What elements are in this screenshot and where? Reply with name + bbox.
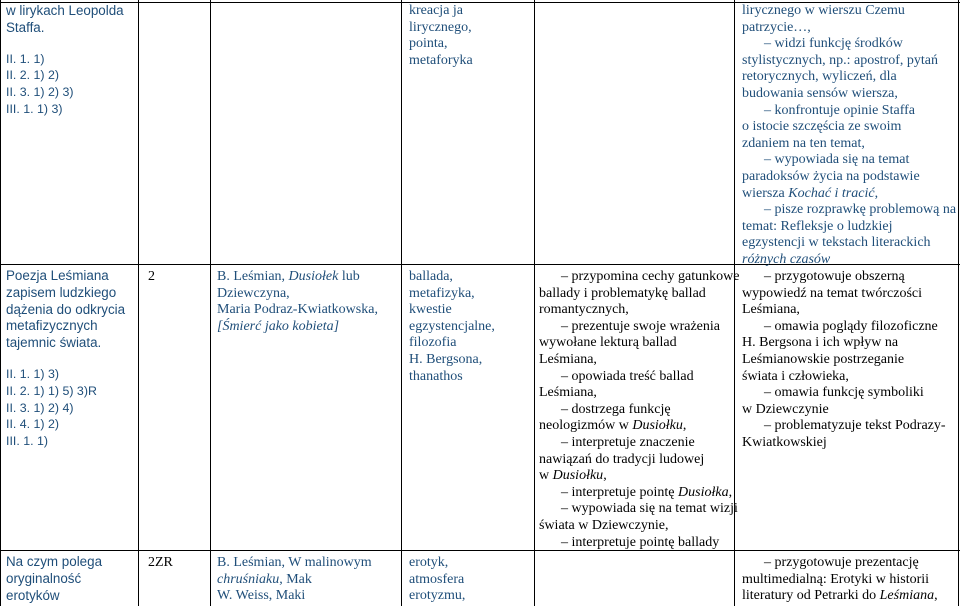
requirement-line: Kwiatkowskiej: [742, 434, 827, 450]
requirement-line: wywołane lekturą ballad: [539, 335, 677, 351]
topic-line: tajemnic świata.: [6, 335, 102, 351]
term-line: atmosfera: [409, 571, 465, 587]
requirement-line: Leśmiana,: [539, 385, 597, 401]
topic-cell-top: [6, 3, 124, 118]
requirement-line: zdaniem na ten temat,: [742, 135, 865, 151]
reading-cell: [217, 555, 372, 605]
reading-line: Maria Podraz-Kwiatkowska,: [217, 302, 378, 318]
requirement-item: – dostrzega funkcję: [539, 402, 739, 419]
requirement-item: – prezentuje swoje wrażenia: [539, 319, 739, 336]
topic-line: erotyków: [6, 587, 60, 603]
requirement-line: świata i człowieka,: [742, 368, 849, 384]
term-line: pointa,: [409, 36, 448, 52]
requirement-item: – problematyzuje tekst Podrazy-: [742, 418, 946, 435]
requirement-line: H. Bergsona i ich wpływ na: [742, 335, 899, 351]
term-line: thanathos: [409, 368, 463, 384]
curriculum-code: II. 2. 1) 2): [6, 68, 60, 83]
term-line: metafizyka,: [409, 285, 475, 301]
curriculum-code: II. 3. 1) 2) 3): [6, 85, 74, 100]
requirement-line: neologizmów w Dusiołku,: [539, 418, 687, 434]
requirement-line: o istocie szczęścia ze swoim: [742, 119, 902, 135]
topic-line: w lirykach Leopolda: [6, 3, 124, 18]
requirements-extended-cell: [742, 555, 938, 605]
curriculum-code: II. 3. 1) 2) 4): [6, 400, 74, 415]
requirement-line: wypowiedź na temat twórczości: [742, 285, 922, 301]
requirements-extended-cell: [742, 3, 956, 269]
requirement-line: budowania sensów wiersza,: [742, 85, 898, 101]
column-divider: [210, 0, 211, 606]
requirement-item: – przygotowuje prezentację: [742, 555, 938, 572]
row-divider: [0, 550, 960, 551]
requirement-line: retorycznych, wyliczeń, dla: [742, 69, 897, 85]
topic-line: metafizycznych: [6, 318, 98, 334]
column-divider: [0, 0, 1, 606]
requirement-line: ballady i problematykę ballad: [539, 285, 706, 301]
terms-cell: [409, 555, 465, 605]
topic-line: oryginalność: [6, 570, 82, 586]
reading-line: B. Leśmian, Dusiołek lub: [217, 269, 360, 284]
reading-line: W. Weiss, Maki: [217, 588, 306, 604]
hours-value: 2ZR: [148, 555, 173, 570]
term-line: erotyk,: [409, 555, 449, 570]
requirements-basic-cell: [539, 269, 739, 551]
curriculum-code: II. 1. 1) 3): [6, 366, 60, 381]
requirement-item: – interpretuje pointę ballady: [539, 535, 739, 552]
requirement-line: romantycznych,: [539, 302, 629, 318]
topic-line: dążenia do odkrycia: [6, 301, 126, 317]
curriculum-code: II. 4. 1) 2): [6, 417, 60, 432]
requirement-item: – omawia poglądy filozoficzne: [742, 319, 946, 336]
reading-cell: [217, 269, 378, 335]
hours-cell: [148, 555, 173, 572]
requirement-line: paradoksów życia na podstawie: [742, 168, 920, 184]
curriculum-code: II. 2. 1) 1) 5) 3)R: [6, 383, 97, 398]
requirement-line: lirycznego w wierszu Czemu: [742, 3, 905, 18]
requirement-line: patrzycie…,: [742, 19, 811, 35]
requirement-line: multimedialną: Erotyki w historii: [742, 571, 930, 587]
term-line: kwestie: [409, 302, 452, 318]
reading-line: B. Leśmian, W malinowym: [217, 555, 372, 570]
requirement-item: – przygotowuje obszerną: [742, 269, 946, 286]
requirement-item: – widzi funkcję środków: [742, 36, 956, 53]
column-divider: [401, 0, 402, 606]
terms-cell: [409, 269, 495, 385]
term-line: metaforyka: [409, 52, 473, 68]
term-line: egzystencjalne,: [409, 318, 495, 334]
term-line: H. Bergsona,: [409, 351, 483, 367]
requirement-item: – wypowiada się na temat wizji: [539, 501, 739, 518]
requirement-line: w Dziewczynie: [742, 401, 829, 417]
column-divider: [138, 0, 139, 606]
requirement-item: – interpretuje znaczenie: [539, 435, 739, 452]
requirement-item: – przypomina cechy gatunkowe: [539, 269, 739, 286]
term-line: erotyzmu,: [409, 588, 466, 604]
curriculum-code: II. 1. 1): [6, 51, 45, 66]
requirement-line: egzystencji w tekstach literackich: [742, 235, 931, 251]
topic-line: Na czym polega: [6, 554, 103, 569]
requirement-line: w Dusiołku,: [539, 468, 607, 484]
requirement-item: – omawia funkcję symboliki: [742, 385, 946, 402]
requirement-item: – wypowiada się na temat: [742, 152, 956, 169]
requirement-line: wiersza Kochać i tracić,: [742, 185, 879, 201]
hours-value: 2: [148, 269, 155, 284]
topic-line: Staffa.: [6, 19, 45, 35]
term-line: kreacja ja: [409, 3, 464, 18]
requirement-item: – opowiada treść ballad: [539, 369, 739, 386]
requirement-line: nawiązań do tradycji ludowej: [539, 451, 705, 467]
reading-line: [Śmierć jako kobieta]: [217, 318, 340, 334]
term-line: ballada,: [409, 269, 453, 284]
topic-line: zapisem ludzkiego: [6, 284, 117, 300]
requirement-line: temat: Refleksje o ludzkiej: [742, 218, 893, 234]
hours-cell: [148, 269, 155, 286]
topic-line: Poezja Leśmiana: [6, 268, 109, 283]
requirement-item: – konfrontuje opinie Staffa: [742, 103, 956, 120]
column-divider: [534, 0, 535, 606]
requirement-line: literatury od Petrarki do Leśmiana,: [742, 588, 938, 604]
requirement-item: – pisze rozprawkę problemową na: [742, 202, 956, 219]
requirements-extended-cell: [742, 269, 946, 452]
reading-line: chruśniaku, Mak: [217, 571, 312, 587]
requirement-line: różnych czasów: [742, 251, 831, 267]
curriculum-code: III. 1. 1) 3): [6, 101, 63, 116]
requirement-item: – interpretuje pointę Dusiołka,: [539, 485, 739, 502]
curriculum-code: III. 1. 1): [6, 434, 49, 449]
terms-cell: [409, 3, 473, 69]
column-divider: [958, 0, 959, 606]
term-line: filozofia: [409, 335, 457, 351]
topic-cell-leśmian: [6, 268, 125, 450]
term-line: lirycznego,: [409, 19, 472, 35]
reading-line: Dziewczyna,: [217, 285, 290, 301]
requirement-line: świata w Dziewczynie,: [539, 517, 669, 533]
requirement-line: Leśmianowskie postrzeganie: [742, 351, 905, 367]
requirement-line: stylistycznych, np.: apostrof, pytań: [742, 52, 938, 68]
requirement-line: Leśmiana,: [742, 302, 800, 318]
topic-cell-erotyki: [6, 554, 102, 604]
requirement-line: Leśmiana,: [539, 351, 597, 367]
